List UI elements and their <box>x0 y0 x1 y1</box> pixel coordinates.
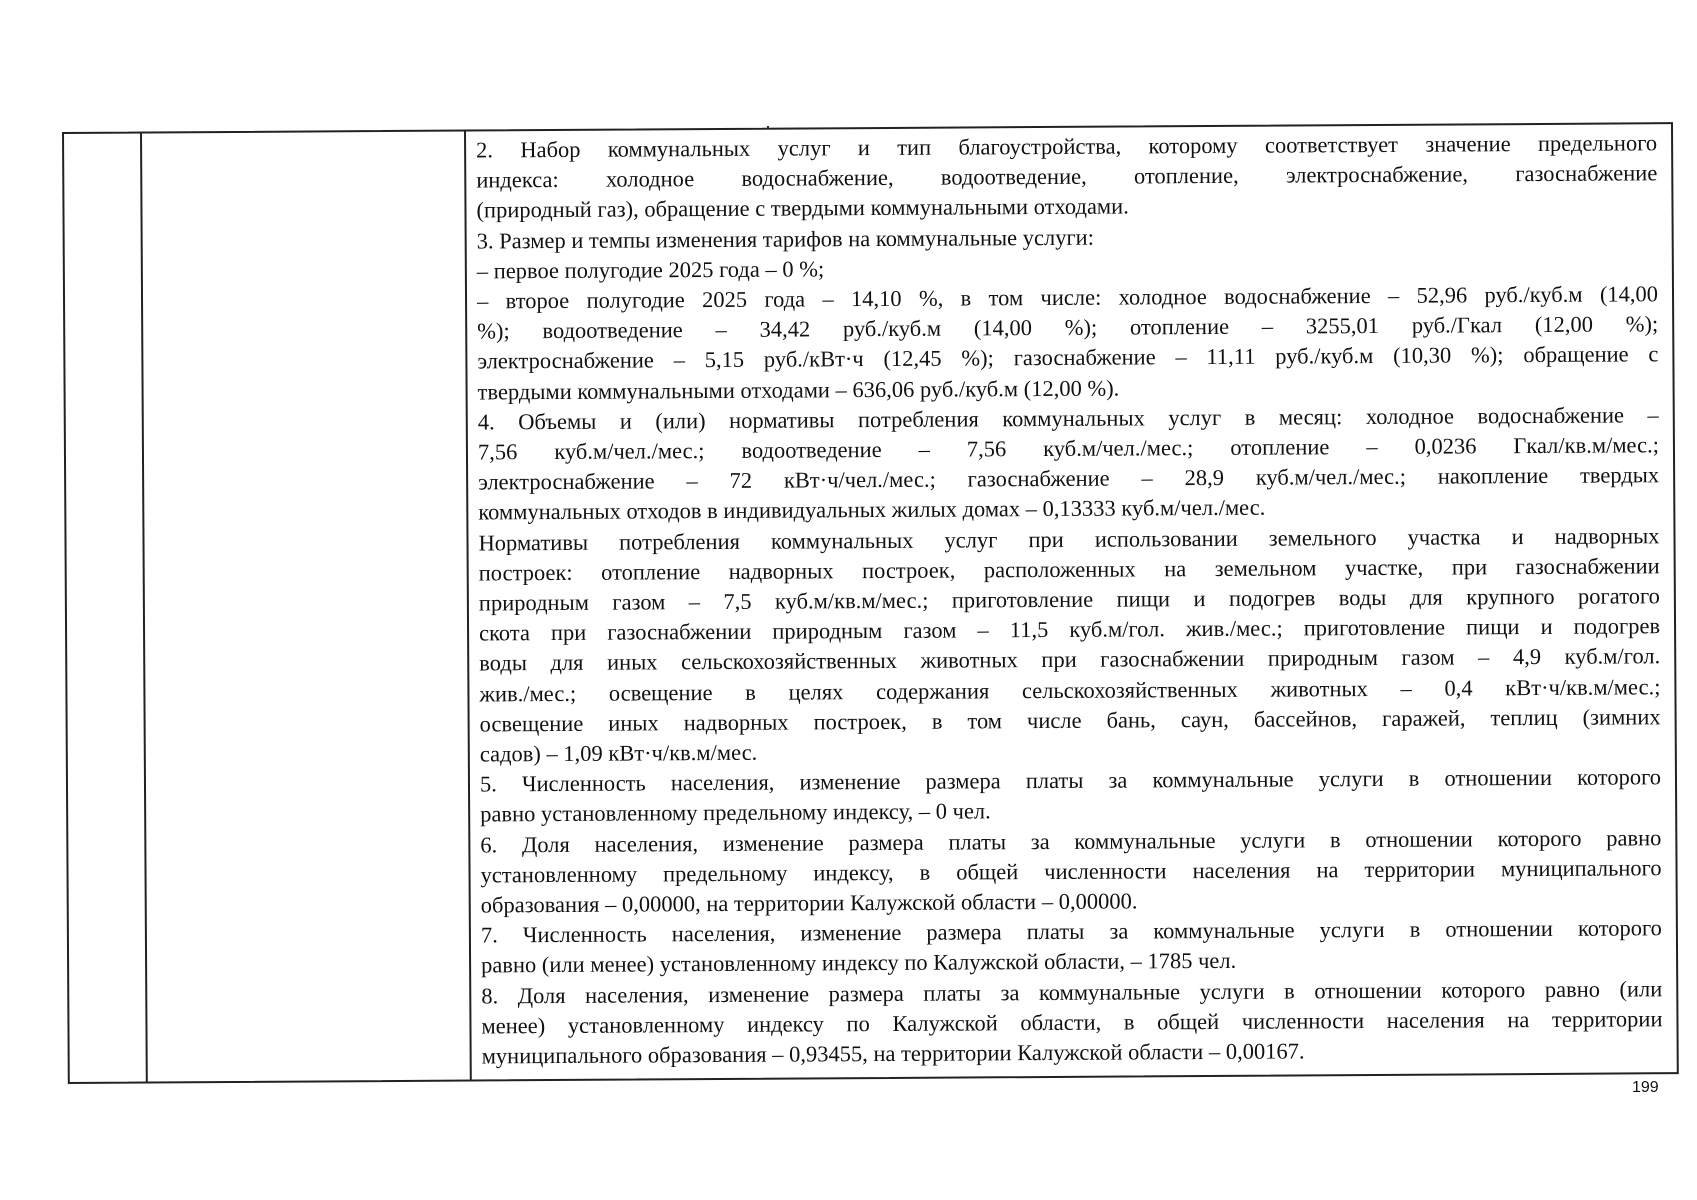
paragraph <box>480 763 1661 831</box>
text-line: 7. Численность населения, изменение размера платы за коммунальные услуги в отношении которого <box>480 915 1662 948</box>
text-line: освещение иных надворных построек, в том числе бань, саун, бассейнов, гаражей, теплиц (зимних <box>479 704 1661 737</box>
paragraph <box>478 400 1660 528</box>
paragraph <box>477 279 1659 407</box>
paragraph <box>478 521 1660 770</box>
table-cell-content <box>476 128 1663 1071</box>
text-line: равно установленному предельному индексу, – 0 чел. <box>480 798 991 827</box>
paragraph <box>481 974 1663 1072</box>
table-cell-number <box>64 134 148 1082</box>
text-line: %); водоотведение – 34,42 руб./куб.м (14,00 %); отопление – 3255,01 руб./Гкал (12,00 %); <box>477 311 1659 344</box>
paragraph <box>480 823 1662 921</box>
table-cell-name <box>140 132 472 1082</box>
text-line: – второе полугодие 2025 года – 14,10 %, в том числе: холодное водоснабжение – 52,96 руб./куб.м (14,00 <box>476 281 1659 314</box>
text-line: скота при газоснабжении природным газом – 11,5 куб.м/гол. жив./мес.; приготовление пищи и подогрев <box>478 613 1661 646</box>
text-line: коммунальных отходов в индивидуальных жилых домах – 0,13333 куб.м/чел./мес. <box>478 495 1266 525</box>
text-line: воды для иных сельскохозяйственных животных при газоснабжении природным газом – 4,9 куб.м/гол. <box>479 643 1661 676</box>
text-line: электроснабжение – 72 кВт·ч/чел./мес.; газоснабжение – 28,9 куб.м/чел./мес.; накопление твердых <box>478 462 1660 495</box>
text-line: 8. Доля населения, изменение размера платы за коммунальные услуги в отношении которого равно (или <box>481 975 1663 1009</box>
text-line: твердыми коммунальными отходами – 636,06 руб./куб.м (12,00 %). <box>477 375 1120 405</box>
text-line: равно (или менее) установленному индексу по Калужской области, – 1785 чел. <box>481 948 1237 978</box>
text-line: построек: отопление надворных построек, расположенных на земельном участке, при газоснабжении <box>478 553 1660 586</box>
text-line: 4. Объемы и (или) нормативы потребления коммунальных услуг в месяц: холодное водоснабжение – <box>477 402 1659 435</box>
text-line: 2. Набор коммунальных услуг и тип благоустройства, которому соответствует значение предельного <box>476 130 1658 163</box>
text-line: – первое полугодие 2025 года – 0 %; <box>476 256 825 284</box>
text-line: образования – 0,00000, на территории Калужской области – 0,00000. <box>480 888 1138 918</box>
text-line: 3. Размер и темпы изменения тарифов на коммунальные услуги: <box>476 224 1095 254</box>
text-line: жив./мес.; освещение в целях содержания сельскохозяйственных животных – 0,4 кВт·ч/кв.м/мес.; <box>479 673 1661 707</box>
text-line: садов) – 1,09 кВт·ч/кв.м/мес. <box>479 739 758 767</box>
text-line: установленному предельному индексу, в общей численности населения на территории муниципального <box>480 855 1662 888</box>
text-line: муниципального образования – 0,93455, на территории Калужской области – 0,00167. <box>481 1038 1305 1069</box>
text-line: 6. Доля населения, изменение размера платы за коммунальные услуги в отношении которого равно <box>480 824 1662 858</box>
paragraph <box>476 128 1658 226</box>
text-line: электроснабжение – 5,15 руб./кВт·ч (12,45 %); газоснабжение – 11,11 руб./куб.м (10,30 %); обращение с <box>477 341 1659 374</box>
document-table <box>62 122 1679 1084</box>
text-line: индекса: холодное водоснабжение, водоотведение, отопление, электроснабжение, газоснабжение <box>476 160 1658 193</box>
text-line: менее) установленному индексу по Калужской области, в общей численности населения на территории <box>481 1006 1663 1039</box>
paragraph <box>481 914 1662 982</box>
text-line: природным газом – 7,5 куб.м/кв.м/мес.; приготовление пищи и подогрев воды для крупного рогатого <box>478 583 1660 616</box>
text-line: 5. Численность населения, изменение размера платы за коммунальные услуги в отношении которого <box>479 764 1662 797</box>
page-number: 199 <box>1632 1079 1659 1096</box>
text-line: 7,56 куб.м/чел./мес.; водоотведение – 7,56 куб.м/чел./мес.; отопление – 0,0236 Гкал/кв.м/мес.; <box>477 432 1660 465</box>
text-line: Нормативы потребления коммунальных услуг при использовании земельного участка и надворных <box>478 522 1660 556</box>
text-line: (природный газ), обращение с твердыми коммунальными отходами. <box>476 193 1129 223</box>
